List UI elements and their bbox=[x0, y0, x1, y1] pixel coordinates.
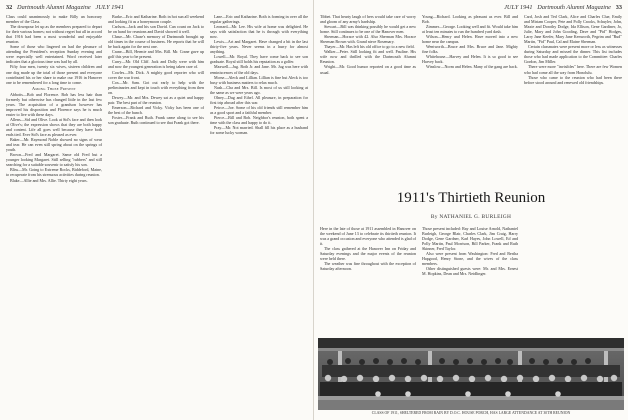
paragraph: The class gathered at the Hanover Inn on Friday and Saturday evenings and the major events of the reunion were held there. bbox=[320, 246, 416, 262]
right-column-1 bbox=[320, 14, 416, 184]
paragraph: Tibbet. That hearty laugh of hers would take care of worry and gloom of any army's hardship. bbox=[320, 14, 416, 25]
paragraph: Also were present from Washington: Fred and Bertha Hapgood, Henry Stone, and the wives of the class members. bbox=[422, 251, 518, 267]
paragraph: Other distinguished guests were: Mr. and Mrs. Ernest M. Hopkins, Dean and Mrs. Neidlinger. bbox=[422, 266, 518, 277]
paragraph: Bliss—Mr. Going to Extreme Rocks, Biddeford, Maine, to recuperate from his strenuous activities during reunion. bbox=[6, 167, 102, 178]
paragraph: Fifty four men, twenty six wives, sixteen children and one dog made up the total of those present and everyone contributed his or her share to make our 1916 in Hanover one to be remembered for a long time to come. bbox=[6, 64, 102, 85]
publication-name: Dartmouth Alumni Magazine bbox=[17, 4, 91, 11]
paragraph: Whitehouse—Harvey and Helen. It is so good to see Harvey back. bbox=[422, 54, 518, 65]
paragraph: The downpour let up as the members prepared to depart for their various homes; not without regret but all in accord that 1916 had been a most wonderful and enjoyable reunion. bbox=[6, 24, 102, 45]
paragraph: Wilson—Henry and Helen. Have moved into a new home near the campus. bbox=[422, 34, 518, 45]
paragraph: Class could unanimously to make Billy an honorary member of the Class. bbox=[6, 14, 102, 25]
left-column-1 bbox=[6, 14, 102, 418]
paragraph: Cowles—Mr. Dick. A mighty good reporter who will cover the war front. bbox=[108, 69, 204, 80]
paragraph: Cox—Mr. Sam. Got out early to help with the preliminaries and kept in touch with everything from then on. bbox=[108, 79, 204, 95]
paragraph: Wentworth—Bruce and Mrs. Bruce and Jane. Mighty fine folks. bbox=[422, 44, 518, 55]
paragraph: Thayer—Mr. Has left his old office to go to a new field. bbox=[324, 44, 415, 50]
paragraph: Olney—Dug and Ethel. All pleasure, in preparation for first trip abroad after this war. bbox=[210, 94, 308, 105]
article-title: 1911's Thirtieth Reunion bbox=[396, 190, 546, 206]
paragraph: Nash—Cha and Mrs. Bill. Is most of us still looking at the same as we were years ago. bbox=[210, 84, 308, 95]
page-number: 33 bbox=[615, 4, 622, 11]
page-number: 32 bbox=[6, 4, 13, 11]
paragraph: Foster—Frank and Ruth. Frank came along to see his son graduate. Ruth continued to see that Frank got there. bbox=[108, 114, 204, 125]
paragraph: Abbotts—Bob and Florence. Bob has less hair than formerly but otherwise has changed little in the last few years. The acquisition of a grandson however has improved his disposition and Florence says he is much easier to live with these days. bbox=[6, 91, 102, 117]
right-page bbox=[314, 0, 628, 420]
right-column-3 bbox=[524, 14, 622, 334]
paragraph: Young—Richard. Looking as pleasant as ever. Bill and Bob. bbox=[422, 14, 518, 25]
paragraph: Card, Josh and Ted Clark, Alice and Charles Clue, Emily and Miriam Cooper, Pete and Polly Crooks, Schuyler, John, Maxie and Dorothy Dodge, Ida Ellison, Gene Gardiner, Jo, Julie, Mary and John Gooding, Dave and "Pid" Hodges, Larry Jane Keefer, Mary Jane Kenworth, Pegrim and "Rud" Martin, "Fid" Paul, Cal and Elaine Sherman. bbox=[524, 14, 622, 45]
paragraph: Sherman—Horace with 42. Also Sherman Mrs. Horace Sherman Brown with. Grand niece Rosemary. bbox=[320, 34, 416, 45]
paragraph: Morse—Aleck and Lillian. Lillian is fine but Aleck is too busy with business matters to relax much. bbox=[210, 74, 308, 85]
paragraph: Allens—Sid and Olive. Look at Sid's face and then look at Olive's; the expression shows that they are both happy and content. Life all goes well because they have both ends tied. Ever Sid's face as pleased as ever. bbox=[6, 116, 102, 138]
paragraph: Blake—Allie and Mrs. Allie. Thirty eight years. bbox=[10, 177, 88, 183]
paragraph: Zimmer—George. Looking well and fit. Would take him at least ten minutes to run the hundred yard dash. bbox=[422, 24, 518, 35]
paragraph: Maxwell—Jug. Both Jr. and Jane. Mr. Jug was here with reminiscences of the old days. bbox=[210, 64, 308, 75]
paragraph: Leonard—Mr. Lee. His wife at home was delighted. He says with satisfaction that he is through with everything now. bbox=[210, 24, 308, 40]
paragraph: Chase—Mr. Chase's memory of Dartmouth brought up old times in the course of business. He reports that he will be back again for the next one. bbox=[108, 34, 204, 50]
paragraph: Dewey—Mr. and Mrs. Dewey sat as a quiet and happy pair. The best part of the reunion. bbox=[108, 94, 204, 105]
paragraph: Those who came to the reunion who had been there before stood around and renewed old friendships. bbox=[524, 74, 622, 85]
paragraph: Carlson—Jack and his son David. Can count on Jack to be on hand for reunions and David showed it well. bbox=[108, 24, 204, 35]
paragraph: Lowell—Mr. Royal. They have come back to see son graduate. Royal still holds his reputation as a golfer. bbox=[210, 54, 308, 65]
paragraph: Those present included: Ray and Louise Arnold, Nathaniel Burleigh, George Blair, Charles Clark, Jim Craig, Harry Dodge, Gene Gardner, Karl Hayes, John Lowell, Ed and Polly Martin, Paul Morrison, Bill Parker, Frank and Ruth Skinner, Fred Taylor. bbox=[422, 226, 518, 252]
class-group-photo bbox=[318, 338, 624, 410]
paragraph: Pierce—Bill and Bob. Neighbor's reunion, both spent a time with the class and happy to do it. bbox=[210, 114, 308, 125]
paragraph: Stewart—Bill was thinking possibly he would get a new home. Still continues to be one of the Hanover men. bbox=[320, 24, 416, 35]
paragraph: Lane—Eric and Katharine. Both is forming in over all the regular gatherings. bbox=[210, 14, 308, 25]
paragraph: Pray—Mr. Not married. Shall fill his place as a husband for some lucky woman. bbox=[210, 125, 308, 136]
paragraph: The weather was fine throughout with the exception of Saturday afternoon. bbox=[320, 261, 416, 272]
left-column-3 bbox=[210, 14, 308, 418]
paragraph: Lewis—Art and Margaret. Have changed a bit in the last thirty-five years. Never seems in a hurry for almost anything. bbox=[210, 39, 308, 55]
paragraph: Emerson—Richard and Vicky. Vicky has been one of the best of the bunch. bbox=[108, 104, 204, 115]
photo-caption: CLASS OF 1911, SHELTERED FROM RAIN BY D.O.C. HOUSE PORCH, HAS LARGE ATTENDANCE AT 30TH REUNION bbox=[371, 411, 571, 415]
story-column-2 bbox=[422, 226, 518, 334]
paragraph: Curry—Mr. Old Cliff. Jack and Dolly were with him and now the youngest generation is being taken care of. bbox=[108, 59, 204, 70]
left-column-2 bbox=[108, 14, 204, 418]
paragraph: Wright—Mr. Good humor reported on a good time as usual. bbox=[320, 64, 416, 75]
paragraph: Crane—Bill, Hermie and Mrs. Bill. Mr. Crane gave up golf this year to be present. bbox=[108, 49, 204, 60]
paragraph: Peirce—Joe. Some of his old friends still remember him as a good sport and a faithful member. bbox=[210, 104, 308, 115]
page-header bbox=[504, 4, 622, 11]
paragraph: Burke—Eric and Katharine. Both in hot sun all weekend and looking fit as a honeymoon couple. bbox=[108, 14, 204, 25]
article-byline: By NATHANIEL G. BURLEIGH bbox=[430, 214, 512, 220]
paragraph: Winslow—Norm and Helen. Many of the gang are back. bbox=[426, 64, 518, 70]
paragraph: Brown—Fred and Margaret. Same old Fred but a younger looking Margaret. Still selling "rubbers" and still searching for a suitable souvenir to satisfy his son. bbox=[6, 152, 102, 168]
paragraph: Some of those who lingered on had the pleasure of attending the President's reception Sunday evening and were especially well entertained. Word received later indicates that a glorious time was had by all. bbox=[6, 44, 102, 65]
paragraph: Walker—Peter. Still looking fit and well. Pauline. His wife now and thrilled with the Dartmouth Alumni Reunion. bbox=[320, 49, 416, 65]
page-header bbox=[6, 4, 124, 11]
publication-name: Dartmouth Alumni Magazine bbox=[537, 4, 611, 11]
paragraph: Here in the late of those at 1911 assembled in Hanover on the weekend of June 13 to celebrate its thirtieth reunion. It was a grand occasion and everyone who attended is glad of it. bbox=[320, 226, 416, 247]
section-heading: Among Those Present bbox=[32, 85, 76, 91]
paragraph: There were more "invisibles" here. There are few Women who had come all the way from Honolulu. bbox=[524, 64, 622, 75]
paragraph: Baker—Mr. Raymond Noble showed no signs of wear and tear. He can even still spring about on the springs of youth. bbox=[6, 137, 102, 153]
right-column-2 bbox=[422, 14, 518, 184]
story-column-1 bbox=[320, 226, 416, 334]
issue-date: JULY 1941 bbox=[504, 4, 533, 11]
issue-date: JULY 1941 bbox=[95, 4, 124, 11]
paragraph: Certain classmates were present more or less as witnesses during Saturday and missed the dinner. This list includes those who had made application to the Committee: Charles Gordon, Jim Miller. bbox=[524, 44, 622, 65]
